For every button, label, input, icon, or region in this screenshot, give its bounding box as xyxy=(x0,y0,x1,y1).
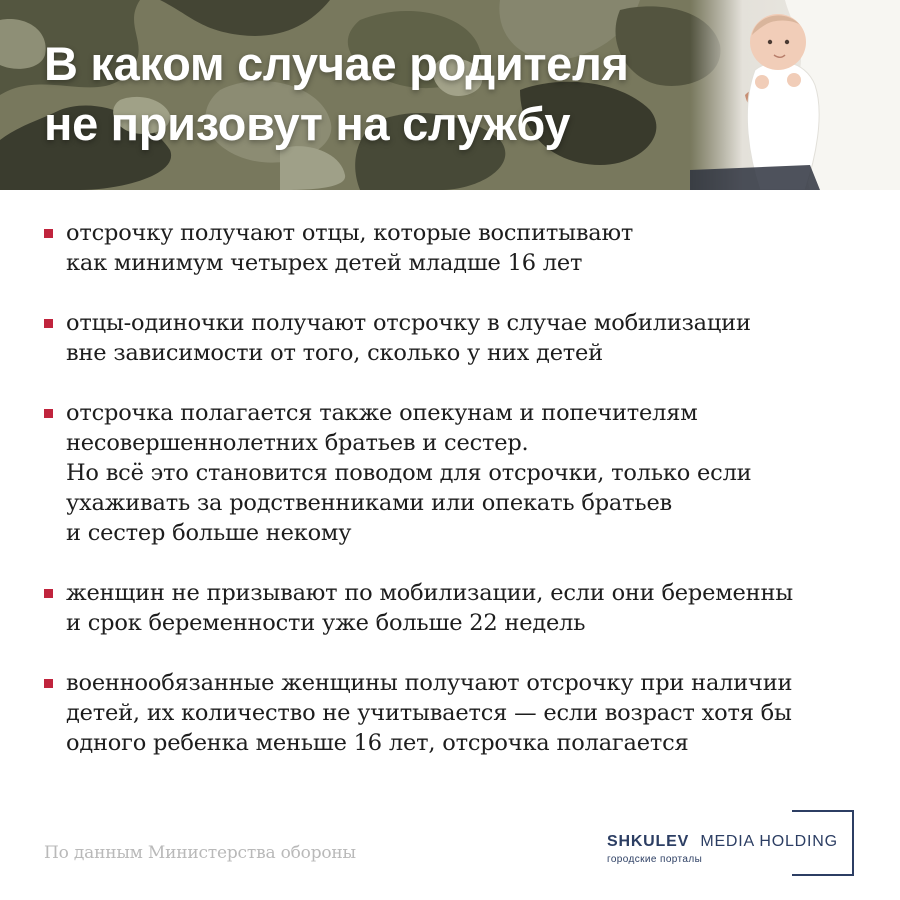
list-item-text: отсрочку получают отцы, которые воспитывают xyxy=(66,220,634,246)
title-line-2: не призовут на службу xyxy=(44,97,571,150)
list-item-text: отсрочка полагается также опекунам и попечителям xyxy=(66,400,698,426)
list-item xyxy=(44,668,864,758)
list-item-text: детей, их количество не учитывается — если возраст хотя бы xyxy=(66,700,792,726)
deferment-conditions-list xyxy=(44,218,864,788)
list-item xyxy=(44,398,864,548)
list-item-text: Но всё это становится поводом для отсрочки, только если xyxy=(66,460,752,486)
page-title xyxy=(44,34,734,154)
list-item-text: как минимум четырех детей младше 16 лет xyxy=(66,250,583,276)
list-item xyxy=(44,308,864,368)
logo-subtitle: городские порталы xyxy=(607,854,703,865)
logo-rest: MEDIA HOLDING xyxy=(700,833,838,850)
source-note: По данным Министерства обороны xyxy=(44,843,356,863)
bullet-square-icon xyxy=(44,679,53,688)
list-item-text: и сестер больше некому xyxy=(66,520,352,546)
parent-holding-baby-photo xyxy=(690,0,900,190)
list-item-text: военнообязанные женщины получают отсрочку при наличии xyxy=(66,670,793,696)
list-item xyxy=(44,218,864,278)
publisher-logo xyxy=(607,810,857,880)
list-item xyxy=(44,578,864,638)
bullet-square-icon xyxy=(44,229,53,238)
list-item-text: и срок беременности уже больше 22 недель xyxy=(66,610,586,636)
logo-wordmark xyxy=(607,833,842,851)
list-item-text: вне зависимости от того, сколько у них детей xyxy=(66,340,603,366)
list-item-text: отцы-одиночки получают отсрочку в случае мобилизации xyxy=(66,310,751,336)
list-item-text: женщин не призывают по мобилизации, если они беременны xyxy=(66,580,793,606)
list-item-text: несовершеннолетних братьев и сестер. xyxy=(66,430,529,456)
bullet-square-icon xyxy=(44,589,53,598)
bullet-square-icon xyxy=(44,409,53,418)
list-item-text: одного ребенка меньше 16 лет, отсрочка полагается xyxy=(66,730,689,756)
list-item-text: ухаживать за родственниками или опекать братьев xyxy=(66,490,673,516)
bullet-square-icon xyxy=(44,319,53,328)
header-banner xyxy=(0,0,900,190)
logo-brand: SHKULEV xyxy=(607,833,690,850)
title-line-1: В каком случае родителя xyxy=(44,37,629,90)
